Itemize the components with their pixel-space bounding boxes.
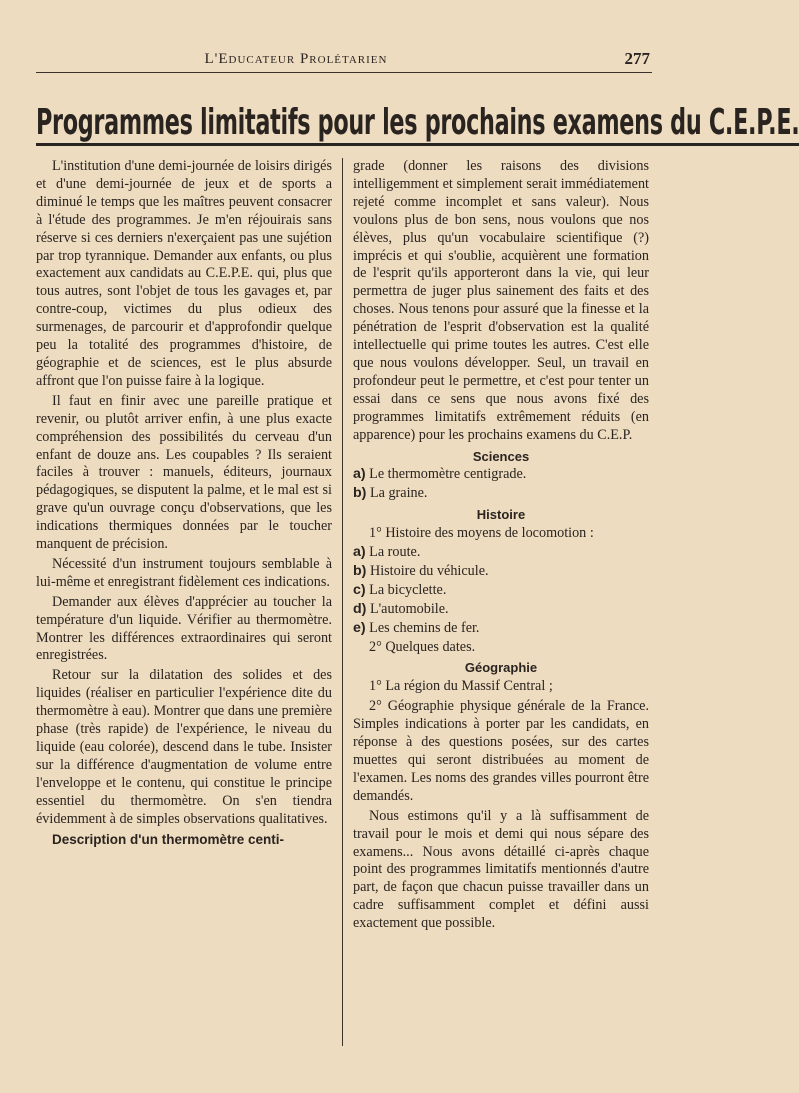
paragraph: Nécessité d'un instrument toujours semblable à lui-même et enregistrant fidèlement ces indications. (36, 555, 332, 590)
paragraph: grade (donner les raisons des divisions intelligemment et simplement serait immédiatement rejeté comme incomplet et sans valeur). Nous voulons plus de bon sens, nous voulons que nos élèves, plus qu'un vocabulaire scientifique (?) imprécis et qui s'oublie, acquièrent une formation de l'esprit qu'ils apporteront dans la vie, qui leur permettra de juger plus sainement des faits et des choses. Nous tenons pour assuré que la finesse et la pénétration de l'esprit d'observation est la qualité intellectuelle qui prime toutes les autres. C'est elle que nous voulons développer. Seul, un travail en profondeur peut le permettre, et c'est pour tenter un essai dans ce sens que nous avons fixé des programmes limitatifs extrêmement réduits (en apparence) pour les prochains examens du C.E.P. (353, 158, 649, 443)
paragraph: Demander aux élèves d'apprécier au toucher la température d'un liquide. Vérifier au thermomètre. Montrer les différences extraordinaires qui seront enregistrées. (36, 593, 332, 664)
paragraph: Retour sur la dilatation des solides et des liquides (réaliser en particulier l'expérience dite du thermomètre à eau). Montrer que dans une première phase (très rapide) de l'expérience, le niveau du liquide (eau colorée), descend dans le tube. Insister sur la différence d'augmentation de volume entre l'enveloppe et le contenu, qui constitue le principe essentiel du thermomètre. On s'en tiendra évidemment à de simples observations qualitatives. (36, 667, 332, 827)
section-heading-sciences: Sciences (472, 448, 530, 464)
list-text: L'automobile. (369, 600, 449, 617)
list-intro: 1° Histoire des moyens de locomotion : (369, 525, 594, 542)
list-item (353, 582, 649, 600)
paragraph: 2° Géographie physique générale de la France. Simples indications à porter par les candidats, en réponse à des questions posées, sur des cartes muettes qui seront distribuées au moment de l'examen. Les noms des grandes villes pourront être demandés. (353, 698, 649, 804)
list-letter: d) (353, 600, 367, 617)
paragraph: 1° La région du Massif Central ; (369, 678, 553, 695)
article-title (36, 97, 799, 149)
section-heading-geographie: Géographie (464, 660, 538, 676)
paragraph: Il faut en finir avec une pareille pratique et revenir, ou plutôt arriver enfin, à une plus exacte compréhension des possibilités du cerveau d'un enfant de douze ans. Les coupables ? Ils seraient faciles à trouver : manuels, éditeurs, journaux pédagogiques, se disputent la palme, et le mal est si grave qu'un ouvrage conçu d'observations, que les indications thermiques données par le toucher manquent de précision. (36, 392, 332, 553)
list-item (353, 620, 649, 638)
right-column (353, 158, 649, 1058)
list-text: Le thermomètre centigrade. (369, 466, 527, 483)
article-title-text: Programmes limitatifs pour les prochains examens du C.E.P.E. (36, 102, 799, 146)
paragraph: Nous estimons qu'il y a là suffisamment de travail pour le mois et demi qui nous sépare des examens... Nous avons détaillé ci-après chaque point des programmes limitatifs mentionnés d'autre part, de façon que chacun puisse travailler dans un cadre suffisamment complet et défini aussi exactement que possible. (353, 807, 649, 932)
list-text: La graine. (369, 485, 428, 502)
list-text: Histoire du véhicule. (369, 562, 489, 579)
list-item (353, 466, 649, 484)
section-heading-histoire: Histoire (476, 507, 526, 523)
list-text: Les chemins de fer. (369, 619, 480, 636)
list-item (353, 563, 649, 581)
running-head (36, 48, 652, 73)
list-letter: b) (353, 562, 367, 579)
list-text: La route. (369, 544, 421, 561)
list-letter: c) (353, 581, 366, 598)
list-letter: a) (353, 466, 366, 483)
list-letter: a) (353, 544, 366, 561)
list-item: 2° Quelques dates. (369, 638, 476, 655)
page-number: 277 (624, 49, 650, 68)
left-column (36, 158, 332, 1058)
paragraph: L'institution d'une demi-journée de loisirs dirigés et d'une demi-journée de jeux et de sports a diminué le temps que les maîtres peuvent consacrer à l'étude des programmes. Je m'en réjouirais sans réserve si ces derniers n'exerçaient pas une sujétion par trop tyrannique. Demander aux enfants, ou plus exactement aux candidats au C.E.P.E. qui, plus que tous autres, sont l'objet de tous les gavages et, par contre-coup, victimes du plus odieux des surmenages, de parcourir et d'approfondir quelque peu la totalité des programmes d'histoire, de géographie et de sciences, est le plus absurde affront que l'on puisse faire à la logique. (36, 158, 332, 389)
list-item (353, 485, 649, 503)
list-item (353, 601, 649, 619)
paragraph-continued: Description d'un thermomètre centi- (52, 831, 284, 847)
list-text: La bicyclette. (369, 581, 447, 598)
list-item (353, 544, 649, 562)
column-divider (342, 158, 343, 1046)
journal-title: L'Educateur Prolétarien (204, 51, 388, 67)
list-letter: b) (353, 485, 367, 502)
list-letter: e) (353, 619, 366, 636)
